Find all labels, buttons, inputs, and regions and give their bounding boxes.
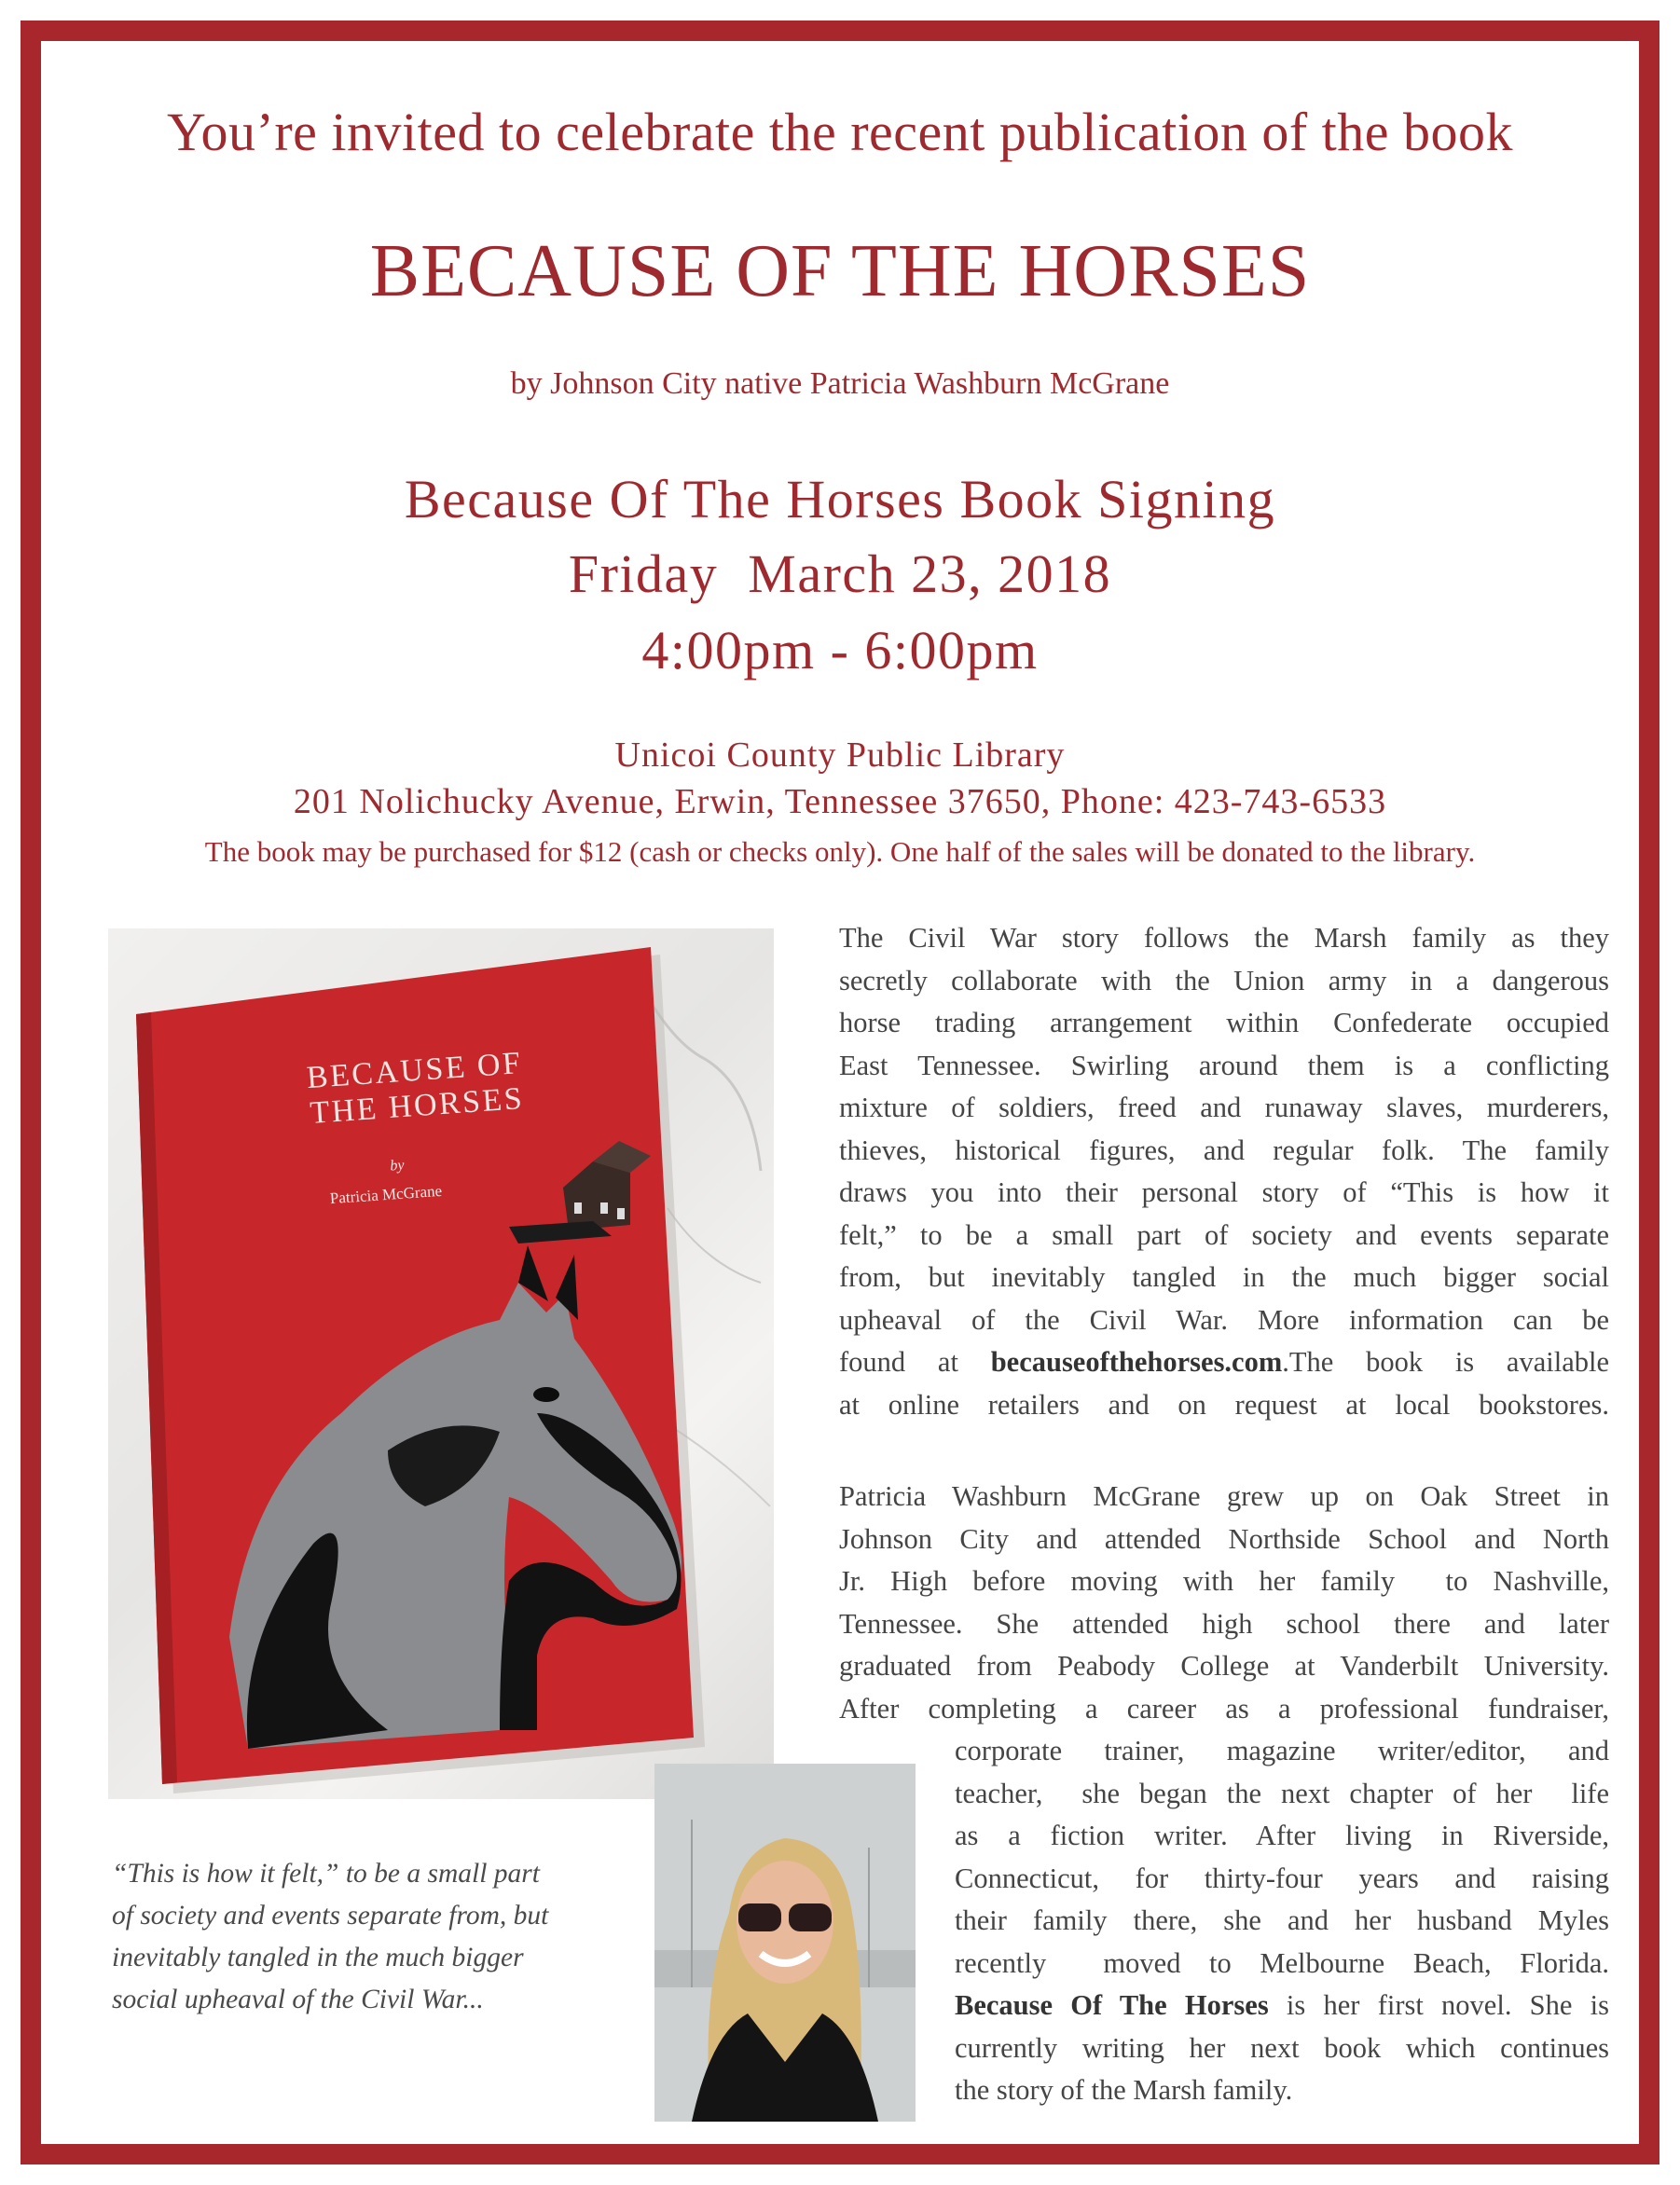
bio-paragraph-continued <box>955 1730 1609 2112</box>
bio-line: Jr. High before moving with her family to Nashville, <box>839 1565 1609 1597</box>
synopsis-paragraph <box>839 917 1609 1426</box>
synopsis-line: from, but inevitably tangled in the much bigger social <box>839 1261 1609 1293</box>
synopsis-line: secretly collaborate with the Union army in a dangerous <box>839 964 1609 996</box>
bio-line: as a fiction writer. After living in Riverside, <box>955 1820 1609 1851</box>
website-link[interactable]: becauseofthehorses.com <box>990 1346 1283 1378</box>
bio-paragraph <box>839 1476 1609 1730</box>
book-cover-by: by <box>389 1157 406 1175</box>
bio-line: Tennessee. She attended high school there and later <box>839 1607 1609 1640</box>
bio-line: the story of the Marsh family. <box>955 2074 1293 2106</box>
bio-line: teacher, she began the next chapter of her life <box>955 1777 1609 1809</box>
quote-line: of society and events separate from, but <box>112 1901 549 1931</box>
book-cover-photo <box>108 928 774 1799</box>
bio-line: Connecticut, for thirty-four years and raising <box>955 1862 1609 1894</box>
bio-line: Because Of The Horses is her first novel. She is <box>955 1989 1609 2021</box>
book-cover-author: Patricia McGrane <box>329 1181 443 1208</box>
pull-quote <box>112 1853 634 2021</box>
quote-line: social upheaval of the Civil War... <box>112 1985 484 2014</box>
bio-line: Johnson City and attended Northside School and North <box>839 1522 1609 1555</box>
synopsis-line: horse trading arrangement within Confederate occupied <box>839 1007 1609 1038</box>
invite-heading: You’re invited to celebrate the recent publication of the book <box>166 102 1514 162</box>
event-time: 4:00pm - 6:00pm <box>641 620 1039 680</box>
synopsis-line: The Civil War story follows the Marsh family as they <box>839 922 1609 954</box>
author-portrait <box>654 1764 916 2122</box>
synopsis-line: East Tennessee. Swirling around them is a conflicting <box>839 1049 1609 1081</box>
bio-line: corporate trainer, magazine writer/editor, and <box>955 1735 1609 1766</box>
bio-line: currently writing her next book which continues <box>955 2031 1609 2064</box>
synopsis-line: found at becauseofthehorses.com.The book is available <box>839 1346 1609 1378</box>
book-cover-title: BECAUSE OF THE HORSES <box>305 1046 526 1131</box>
synopsis-line: thieves, historical figures, and regular folk. The family <box>839 1134 1609 1166</box>
author-byline: by Johnson City native Patricia Washburn McGrane <box>510 366 1170 401</box>
synopsis-line: at online retailers and on request at local bookstores. <box>839 1388 1609 1421</box>
synopsis-line: draws you into their personal story of “This is how it <box>839 1176 1609 1208</box>
synopsis-line: upheaval of the Civil War. More information can be <box>839 1303 1609 1336</box>
event-venue: Unicoi County Public Library <box>614 735 1066 775</box>
synopsis-line: felt,” to be a small part of society and events separate <box>839 1218 1609 1251</box>
event-date: Friday March 23, 2018 <box>568 543 1112 604</box>
quote-line: inevitably tangled in the much bigger <box>112 1943 524 1972</box>
book-title-heading: BECAUSE OF THE HORSES <box>369 230 1311 312</box>
bio-line: Patricia Washburn McGrane grew up on Oak Street in <box>839 1480 1609 1512</box>
quote-line: “This is how it felt,” to be a small part <box>112 1859 540 1889</box>
event-address: 201 Nolichucky Avenue, Erwin, Tennessee 37650, Phone: 423-743-6533 <box>293 782 1387 821</box>
bio-line: recently moved to Melbourne Beach, Florida. <box>955 1946 1609 1979</box>
event-name: Because Of The Horses Book Signing <box>404 469 1276 529</box>
novel-title: Because Of The Horses <box>955 1989 1269 2021</box>
synopsis-line: mixture of soldiers, freed and runaway slaves, murderers, <box>839 1092 1609 1123</box>
bio-line: their family there, she and her husband Myles <box>955 1904 1609 1936</box>
bio-line: graduated from Peabody College at Vanderbilt University. <box>839 1650 1609 1682</box>
bio-line: After completing a career as a professional fundraiser, <box>839 1692 1609 1725</box>
purchase-note: The book may be purchased for $12 (cash or checks only). One half of the sales will be donated to the library. <box>204 835 1476 868</box>
